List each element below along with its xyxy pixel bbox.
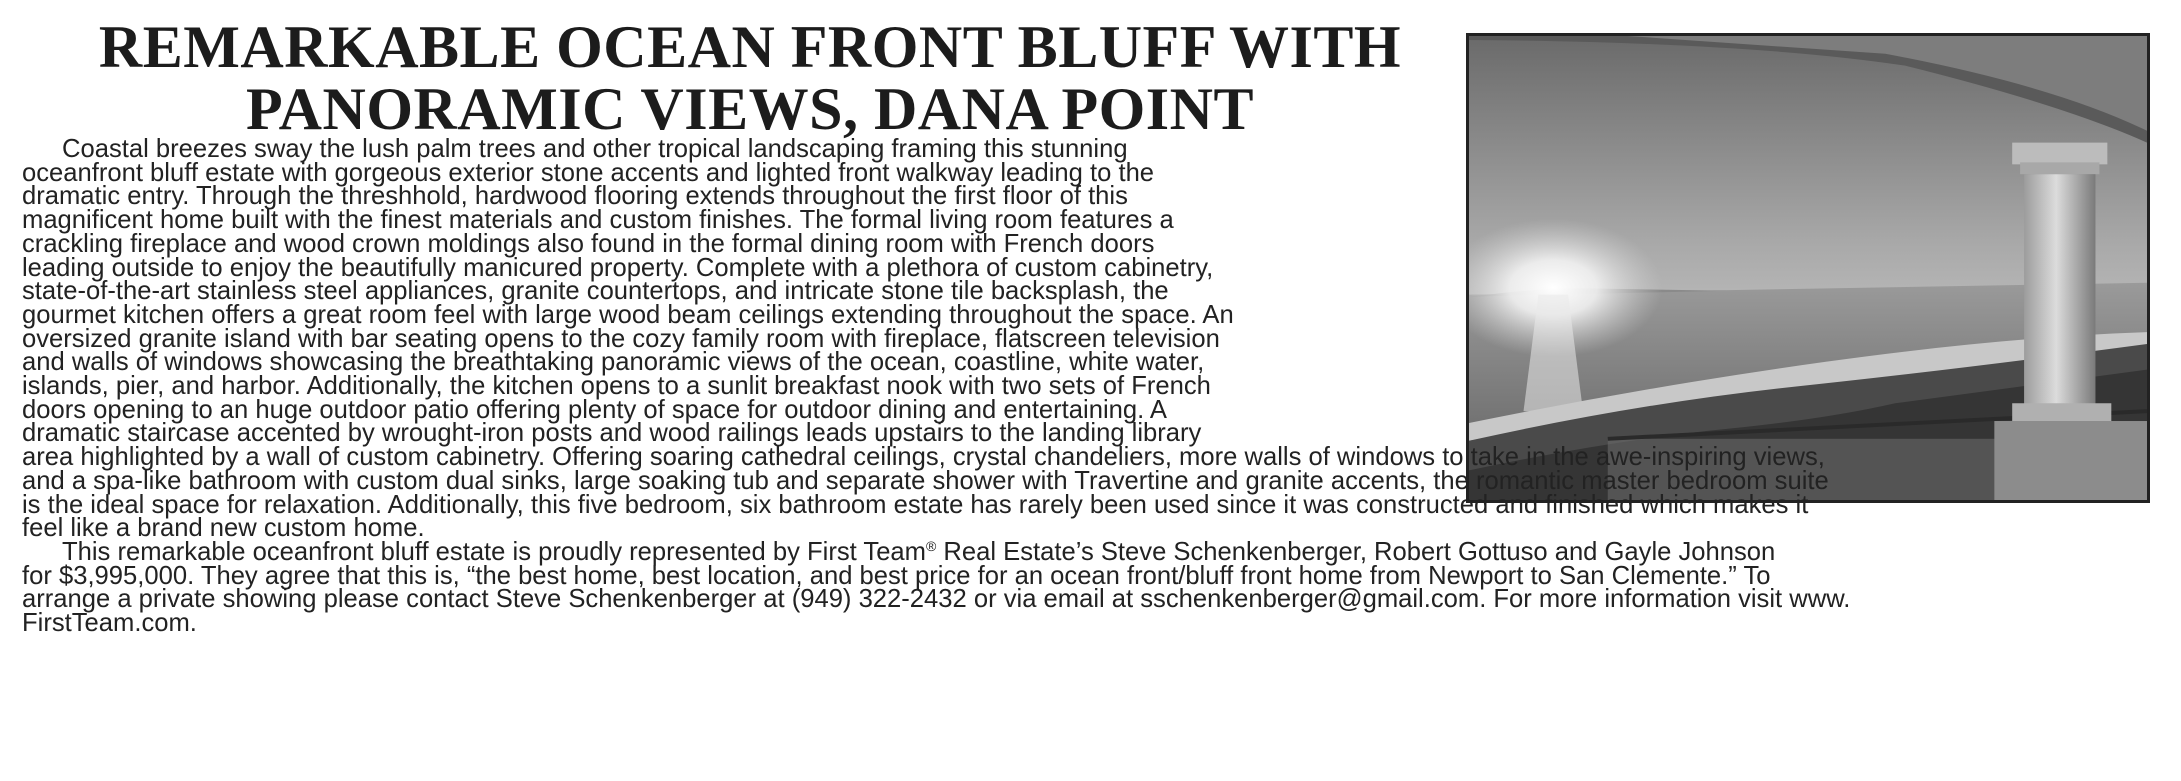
paragraph-1 (22, 135, 2162, 543)
body-line: and a spa-like bathroom with custom dual sinks, large soaking tub and separate shower with Travertine and granite accents, the romantic master bedroom suite (22, 466, 1829, 495)
body-line: feel like a brand new custom home. (22, 514, 425, 543)
body-line: oceanfront bluff estate with gorgeous exterior stone accents and lighted front walkway leading to the (22, 158, 1155, 187)
body-line: and walls of windows showcasing the breathtaking panoramic views of the ocean, coastline, white water, (22, 348, 1205, 377)
article-body (22, 135, 2162, 638)
body-line: is the ideal space for relaxation. Additionally, this five bedroom, six bathroom estate has rarely been used since it was constructed and finished which makes it (22, 490, 1809, 519)
body-line: dramatic entry. Through the threshhold, hardwood flooring extends throughout the first floor of this (22, 182, 1128, 211)
registered-mark: ® (925, 537, 937, 554)
body-line: state-of-the-art stainless steel appliances, granite countertops, and intricate stone tile backsplash, the (22, 277, 1169, 306)
body-line: oversized granite island with bar seating opens to the cozy family room with fireplace, flatscreen television (22, 324, 1220, 353)
headline-line-2: PANORAMIC VIEWS, DANA POINT (245, 76, 1254, 142)
body-line: gourmet kitchen offers a great room feel with large wood beam ceilings extending throughout the space. An (22, 300, 1234, 329)
headline (40, 16, 1460, 140)
body-text-segment: Real Estate’s Steve Schenkenberger, Robert Gottuso and Gayle Johnson (936, 537, 1776, 566)
headline-line-1: REMARKABLE OCEAN FRONT BLUFF WITH (98, 14, 1402, 80)
body-line: islands, pier, and harbor. Additionally, the kitchen opens to a sunlit breakfast nook with two sets of French (22, 372, 1211, 401)
body-line: doors opening to an huge outdoor patio offering plenty of space for outdoor dining and entertaining. A (22, 395, 1167, 424)
body-line: crackling fireplace and wood crown moldings also found in the formal dining room with French doors (22, 229, 1155, 258)
body-line: dramatic staircase accented by wrought-iron posts and wood railings leads upstairs to the landing library (22, 419, 1202, 448)
body-line: arrange a private showing please contact Steve Schenkenberger at (949) 322-2432 or via email at sschenkenberger@gmail.com. For more information visit www. (22, 585, 1851, 614)
body-line: for $3,995,000. They agree that this is, “the best home, best location, and best price for an ocean front/bluff front home from Newport to San Clemente.” To (22, 561, 1771, 590)
body-line: magnificent home built with the finest materials and custom finishes. The formal living room features a (22, 206, 1174, 235)
body-line: leading outside to enjoy the beautifully manicured property. Complete with a plethora of custom cabinetry, (22, 253, 1214, 282)
paragraph-2 (22, 537, 2162, 638)
body-line: area highlighted by a wall of custom cabinetry. Offering soaring cathedral ceilings, crystal chandeliers, more walls of windows to take in the awe-inspiring views, (22, 443, 1825, 472)
body-text-segment: This remarkable oceanfront bluff estate is proudly represented by First Team (62, 537, 926, 566)
body-line: Coastal breezes sway the lush palm trees and other tropical landscaping framing this stunning (62, 135, 1128, 163)
body-line: FirstTeam.com. (22, 609, 197, 638)
